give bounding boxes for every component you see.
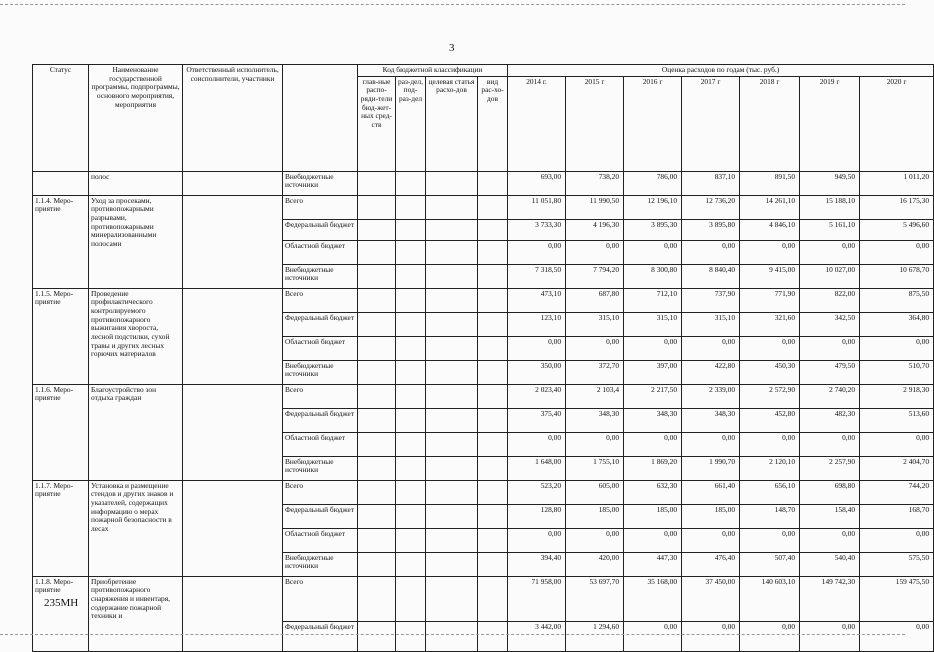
value-cell: 2 404,70 — [860, 456, 934, 480]
value-cell: 661,40 — [682, 480, 740, 504]
table-row — [33, 195, 934, 219]
value-cell: 185,00 — [682, 504, 740, 528]
value-cell: 450,30 — [740, 360, 800, 384]
value-cell: 523,20 — [508, 480, 566, 504]
value-cell: 0,00 — [740, 621, 800, 651]
header-name: Наименование государственной программы, подпрограммы, основного мероприятия, мероприятия — [89, 65, 183, 172]
value-cell: 2 572,90 — [740, 384, 800, 408]
value-cell: 0,00 — [860, 621, 934, 651]
value-cell: 0,00 — [860, 336, 934, 360]
value-cell: 10 027,00 — [800, 264, 860, 288]
value-cell: 0,00 — [682, 528, 740, 552]
header-year: 2017 г — [682, 76, 740, 171]
bk-cell — [426, 480, 478, 504]
value-cell: 0,00 — [860, 528, 934, 552]
value-cell: 149 742,30 — [800, 576, 860, 621]
bk-cell — [426, 264, 478, 288]
value-cell: 185,00 — [566, 504, 624, 528]
value-cell: 744,20 — [860, 480, 934, 504]
header-bk-grbs: глав-ные распо-ряди-тели бюд-жет-ных сред-ств — [358, 76, 396, 171]
funding-source: Областной бюджет — [283, 240, 358, 264]
bk-cell — [358, 171, 396, 195]
value-cell: 148,70 — [740, 504, 800, 528]
value-cell: 128,80 — [508, 504, 566, 528]
bk-cell — [358, 408, 396, 432]
bk-cell — [358, 552, 396, 576]
bk-cell — [426, 552, 478, 576]
value-cell: 479,50 — [800, 360, 860, 384]
bk-cell — [426, 384, 478, 408]
bk-cell — [396, 528, 426, 552]
value-cell: 891,50 — [740, 171, 800, 195]
bk-cell — [396, 576, 426, 621]
value-cell: 875,50 — [860, 288, 934, 312]
table-row — [33, 288, 934, 312]
value-cell: 447,30 — [624, 552, 682, 576]
table-row — [33, 480, 934, 504]
funding-source: Всего — [283, 480, 358, 504]
activity-code: 1.1.8. Меро-приятие — [33, 576, 89, 651]
value-cell: 2 339,00 — [682, 384, 740, 408]
value-cell: 348,30 — [624, 408, 682, 432]
value-cell: 3 895,30 — [624, 219, 682, 240]
bk-cell — [358, 480, 396, 504]
value-cell: 949,50 — [800, 171, 860, 195]
bk-cell — [358, 240, 396, 264]
value-cell: 35 168,00 — [624, 576, 682, 621]
bk-cell — [358, 528, 396, 552]
page-number: 3 — [449, 42, 455, 54]
bk-cell — [358, 504, 396, 528]
value-cell: 0,00 — [508, 240, 566, 264]
value-cell: 422,80 — [682, 360, 740, 384]
bk-cell — [358, 219, 396, 240]
bk-cell — [426, 621, 478, 651]
value-cell: 712,10 — [624, 288, 682, 312]
value-cell: 71 958,00 — [508, 576, 566, 621]
value-cell: 348,30 — [682, 408, 740, 432]
bk-cell — [396, 195, 426, 219]
bk-cell — [478, 264, 508, 288]
value-cell: 0,00 — [566, 336, 624, 360]
activity-code: 1.1.5. Меро-приятие — [33, 288, 89, 384]
scan-edge-bottom — [0, 634, 905, 635]
value-cell: 4 846,10 — [740, 219, 800, 240]
bk-cell — [358, 264, 396, 288]
bk-cell — [478, 360, 508, 384]
value-cell: 15 188,10 — [800, 195, 860, 219]
bk-cell — [426, 240, 478, 264]
header-bk-article: целевая статья расхо-дов — [426, 76, 478, 171]
value-cell: 0,00 — [800, 336, 860, 360]
funding-source: Всего — [283, 576, 358, 621]
value-cell: 168,70 — [860, 504, 934, 528]
table-row — [33, 576, 934, 621]
value-cell: 372,70 — [566, 360, 624, 384]
value-cell: 16 175,30 — [860, 195, 934, 219]
bk-cell — [426, 408, 478, 432]
expenditure-table — [32, 64, 934, 652]
continuation-row — [33, 171, 934, 195]
value-cell: 0,00 — [740, 432, 800, 456]
bk-cell — [396, 480, 426, 504]
bk-cell — [358, 384, 396, 408]
header-status: Статус — [33, 65, 89, 172]
value-cell: 9 415,00 — [740, 264, 800, 288]
header-year: 2020 г — [860, 76, 934, 171]
value-cell: 1 294,60 — [566, 621, 624, 651]
funding-source: Федеральный бюджет — [283, 504, 358, 528]
value-cell: 1 648,00 — [508, 456, 566, 480]
bk-cell — [396, 171, 426, 195]
bk-cell — [396, 504, 426, 528]
value-cell: 0,00 — [860, 432, 934, 456]
bk-cell — [478, 456, 508, 480]
bk-cell — [396, 360, 426, 384]
value-cell: 1 990,70 — [682, 456, 740, 480]
value-cell: 738,20 — [566, 171, 624, 195]
responsible-cell — [183, 480, 283, 576]
value-cell: 0,00 — [860, 240, 934, 264]
bk-cell — [358, 621, 396, 651]
header-year: 2018 г — [740, 76, 800, 171]
funding-source: Внебюджетные источники — [283, 171, 358, 195]
bk-cell — [478, 480, 508, 504]
value-cell: 53 697,70 — [566, 576, 624, 621]
funding-source: Всего — [283, 384, 358, 408]
header-source-blank — [283, 65, 358, 172]
value-cell: 473,10 — [508, 288, 566, 312]
bk-cell — [396, 264, 426, 288]
activity-code: 1.1.4. Меро-приятие — [33, 195, 89, 288]
value-cell: 698,80 — [800, 480, 860, 504]
activity-name: Установка и размещение стендов и других знаков и указателей, содержащих информацию о мерах пожарной безопасности в лесах — [89, 480, 183, 576]
value-cell: 0,00 — [800, 432, 860, 456]
value-cell: 8 300,80 — [624, 264, 682, 288]
responsible-cell — [183, 288, 283, 384]
bk-cell — [358, 195, 396, 219]
funding-source: Всего — [283, 195, 358, 219]
value-cell: 482,30 — [800, 408, 860, 432]
value-cell: 185,00 — [624, 504, 682, 528]
responsible-cell — [183, 171, 283, 195]
value-cell: 0,00 — [800, 621, 860, 651]
value-cell: 3 895,80 — [682, 219, 740, 240]
bk-cell — [396, 384, 426, 408]
bk-cell — [426, 528, 478, 552]
value-cell: 315,10 — [682, 312, 740, 336]
value-cell: 364,80 — [860, 312, 934, 336]
header-year: 2015 г — [566, 76, 624, 171]
status-cell — [33, 171, 89, 195]
bk-cell — [478, 384, 508, 408]
bk-cell — [478, 504, 508, 528]
value-cell: 737,90 — [682, 288, 740, 312]
value-cell: 822,00 — [800, 288, 860, 312]
bk-cell — [358, 360, 396, 384]
value-cell: 348,30 — [566, 408, 624, 432]
value-cell: 0,00 — [740, 336, 800, 360]
activity-name: Приобретение противопожарного снаряжения и инвентаря, содержание пожарной техники и — [89, 576, 183, 651]
header-bk-code: Код бюджетной классификации — [358, 65, 508, 77]
value-cell: 0,00 — [800, 528, 860, 552]
header-estimate: Оценка расходов по годам (тыс. руб.) — [508, 65, 934, 77]
table-row — [33, 384, 934, 408]
activity-code: 1.1.6. Меро-приятие — [33, 384, 89, 480]
bk-cell — [426, 504, 478, 528]
responsible-cell — [183, 384, 283, 480]
value-cell: 10 678,70 — [860, 264, 934, 288]
value-cell: 321,60 — [740, 312, 800, 336]
value-cell: 687,80 — [566, 288, 624, 312]
activity-name: Уход за просеками, противопожарными разрывами, противопожарными минерализованными полосами — [89, 195, 183, 288]
value-cell: 0,00 — [566, 432, 624, 456]
value-cell: 5 496,60 — [860, 219, 934, 240]
value-cell: 0,00 — [508, 528, 566, 552]
bk-cell — [396, 408, 426, 432]
header-bk-section: раз-дел, под-раз-дел — [396, 76, 426, 171]
bk-cell — [396, 312, 426, 336]
value-cell: 140 603,10 — [740, 576, 800, 621]
value-cell: 837,10 — [682, 171, 740, 195]
bk-cell — [396, 552, 426, 576]
funding-source: Областной бюджет — [283, 432, 358, 456]
value-cell: 315,10 — [624, 312, 682, 336]
value-cell: 14 261,10 — [740, 195, 800, 219]
value-cell: 123,10 — [508, 312, 566, 336]
value-cell: 0,00 — [800, 240, 860, 264]
bk-cell — [396, 240, 426, 264]
funding-source: Областной бюджет — [283, 336, 358, 360]
bk-cell — [396, 621, 426, 651]
value-cell: 350,00 — [508, 360, 566, 384]
value-cell: 476,40 — [682, 552, 740, 576]
value-cell: 159 475,50 — [860, 576, 934, 621]
bk-cell — [426, 432, 478, 456]
bk-cell — [426, 288, 478, 312]
value-cell: 397,00 — [624, 360, 682, 384]
bk-cell — [396, 288, 426, 312]
bk-cell — [478, 432, 508, 456]
value-cell: 540,40 — [800, 552, 860, 576]
value-cell: 0,00 — [508, 336, 566, 360]
value-cell: 2 023,40 — [508, 384, 566, 408]
value-cell: 158,40 — [800, 504, 860, 528]
bk-cell — [478, 621, 508, 651]
value-cell: 8 840,40 — [682, 264, 740, 288]
value-cell: 3 442,00 — [508, 621, 566, 651]
value-cell: 0,00 — [624, 432, 682, 456]
value-cell: 1 869,20 — [624, 456, 682, 480]
responsible-cell — [183, 195, 283, 288]
bk-cell — [358, 312, 396, 336]
value-cell: 0,00 — [682, 240, 740, 264]
value-cell: 0,00 — [508, 432, 566, 456]
value-cell: 2 257,90 — [800, 456, 860, 480]
bk-cell — [426, 219, 478, 240]
value-cell: 375,40 — [508, 408, 566, 432]
value-cell: 37 450,00 — [682, 576, 740, 621]
activity-code: 1.1.7. Меро-приятие — [33, 480, 89, 576]
value-cell: 0,00 — [682, 432, 740, 456]
value-cell: 507,40 — [740, 552, 800, 576]
header-bk-kind: вид рас-хо-дов — [478, 76, 508, 171]
value-cell: 1 011,20 — [860, 171, 934, 195]
value-cell: 2 918,30 — [860, 384, 934, 408]
funding-source: Федеральный бюджет — [283, 408, 358, 432]
bk-cell — [358, 336, 396, 360]
bk-cell — [478, 288, 508, 312]
value-cell: 5 161,10 — [800, 219, 860, 240]
activity-name: полос — [89, 171, 183, 195]
bk-cell — [478, 195, 508, 219]
value-cell: 0,00 — [682, 621, 740, 651]
bk-cell — [396, 432, 426, 456]
value-cell: 11 051,80 — [508, 195, 566, 219]
value-cell: 513,60 — [860, 408, 934, 432]
bk-cell — [426, 195, 478, 219]
value-cell: 3 733,30 — [508, 219, 566, 240]
bk-cell — [478, 171, 508, 195]
value-cell: 315,10 — [566, 312, 624, 336]
value-cell: 342,50 — [800, 312, 860, 336]
funding-source: Федеральный бюджет — [283, 621, 358, 651]
funding-source: Внебюджетные источники — [283, 264, 358, 288]
value-cell: 693,00 — [508, 171, 566, 195]
bk-cell — [426, 336, 478, 360]
activity-name: Проведение профилактического контролируемого противопожарного выжигания хвороста, лесной подстилки, сухой травы и других лесных горючих материалов — [89, 288, 183, 384]
bk-cell — [358, 288, 396, 312]
bk-cell — [396, 219, 426, 240]
bk-cell — [478, 408, 508, 432]
bk-cell — [426, 360, 478, 384]
value-cell: 420,00 — [566, 552, 624, 576]
scan-edge-top — [0, 4, 905, 5]
value-cell: 2 103,4 — [566, 384, 624, 408]
funding-source: Внебюджетные источники — [283, 456, 358, 480]
value-cell: 786,00 — [624, 171, 682, 195]
value-cell: 0,00 — [566, 528, 624, 552]
funding-source: Федеральный бюджет — [283, 219, 358, 240]
value-cell: 0,00 — [624, 621, 682, 651]
value-cell: 0,00 — [740, 528, 800, 552]
bk-cell — [478, 528, 508, 552]
value-cell: 2 217,50 — [624, 384, 682, 408]
value-cell: 0,00 — [740, 240, 800, 264]
value-cell: 605,00 — [566, 480, 624, 504]
value-cell: 632,30 — [624, 480, 682, 504]
bk-cell — [426, 312, 478, 336]
value-cell: 12 736,20 — [682, 195, 740, 219]
value-cell: 0,00 — [624, 240, 682, 264]
document-code: 235МН — [44, 597, 79, 609]
value-cell: 2 120,10 — [740, 456, 800, 480]
value-cell: 7 318,50 — [508, 264, 566, 288]
value-cell: 452,80 — [740, 408, 800, 432]
funding-source: Федеральный бюджет — [283, 312, 358, 336]
bk-cell — [478, 219, 508, 240]
bk-cell — [478, 240, 508, 264]
value-cell: 0,00 — [624, 528, 682, 552]
bk-cell — [396, 336, 426, 360]
bk-cell — [426, 576, 478, 621]
bk-cell — [478, 336, 508, 360]
header-year: 2016 г — [624, 76, 682, 171]
value-cell: 656,10 — [740, 480, 800, 504]
value-cell: 0,00 — [624, 336, 682, 360]
bk-cell — [478, 312, 508, 336]
value-cell: 394,40 — [508, 552, 566, 576]
bk-cell — [426, 456, 478, 480]
value-cell: 2 740,20 — [800, 384, 860, 408]
header-year: 2019 г — [800, 76, 860, 171]
value-cell: 7 794,20 — [566, 264, 624, 288]
responsible-cell — [183, 576, 283, 651]
funding-source: Всего — [283, 288, 358, 312]
bk-cell — [358, 576, 396, 621]
funding-source: Внебюджетные источники — [283, 360, 358, 384]
funding-source: Областной бюджет — [283, 528, 358, 552]
header-year: 2014 г. — [508, 76, 566, 171]
value-cell: 771,90 — [740, 288, 800, 312]
bk-cell — [358, 456, 396, 480]
bk-cell — [426, 171, 478, 195]
value-cell: 12 196,10 — [624, 195, 682, 219]
header-row-1 — [33, 65, 934, 77]
activity-name: Благоустройство зон отдыха граждан — [89, 384, 183, 480]
value-cell: 4 196,30 — [566, 219, 624, 240]
value-cell: 0,00 — [682, 336, 740, 360]
value-cell: 575,50 — [860, 552, 934, 576]
bk-cell — [396, 456, 426, 480]
bk-cell — [478, 552, 508, 576]
bk-cell — [478, 576, 508, 621]
funding-source: Внебюджетные источники — [283, 552, 358, 576]
value-cell: 510,70 — [860, 360, 934, 384]
value-cell: 1 755,10 — [566, 456, 624, 480]
bk-cell — [358, 432, 396, 456]
header-responsible: Ответственный исполнитель, соисполнители, участники — [183, 65, 283, 172]
value-cell: 0,00 — [566, 240, 624, 264]
value-cell: 11 990,50 — [566, 195, 624, 219]
